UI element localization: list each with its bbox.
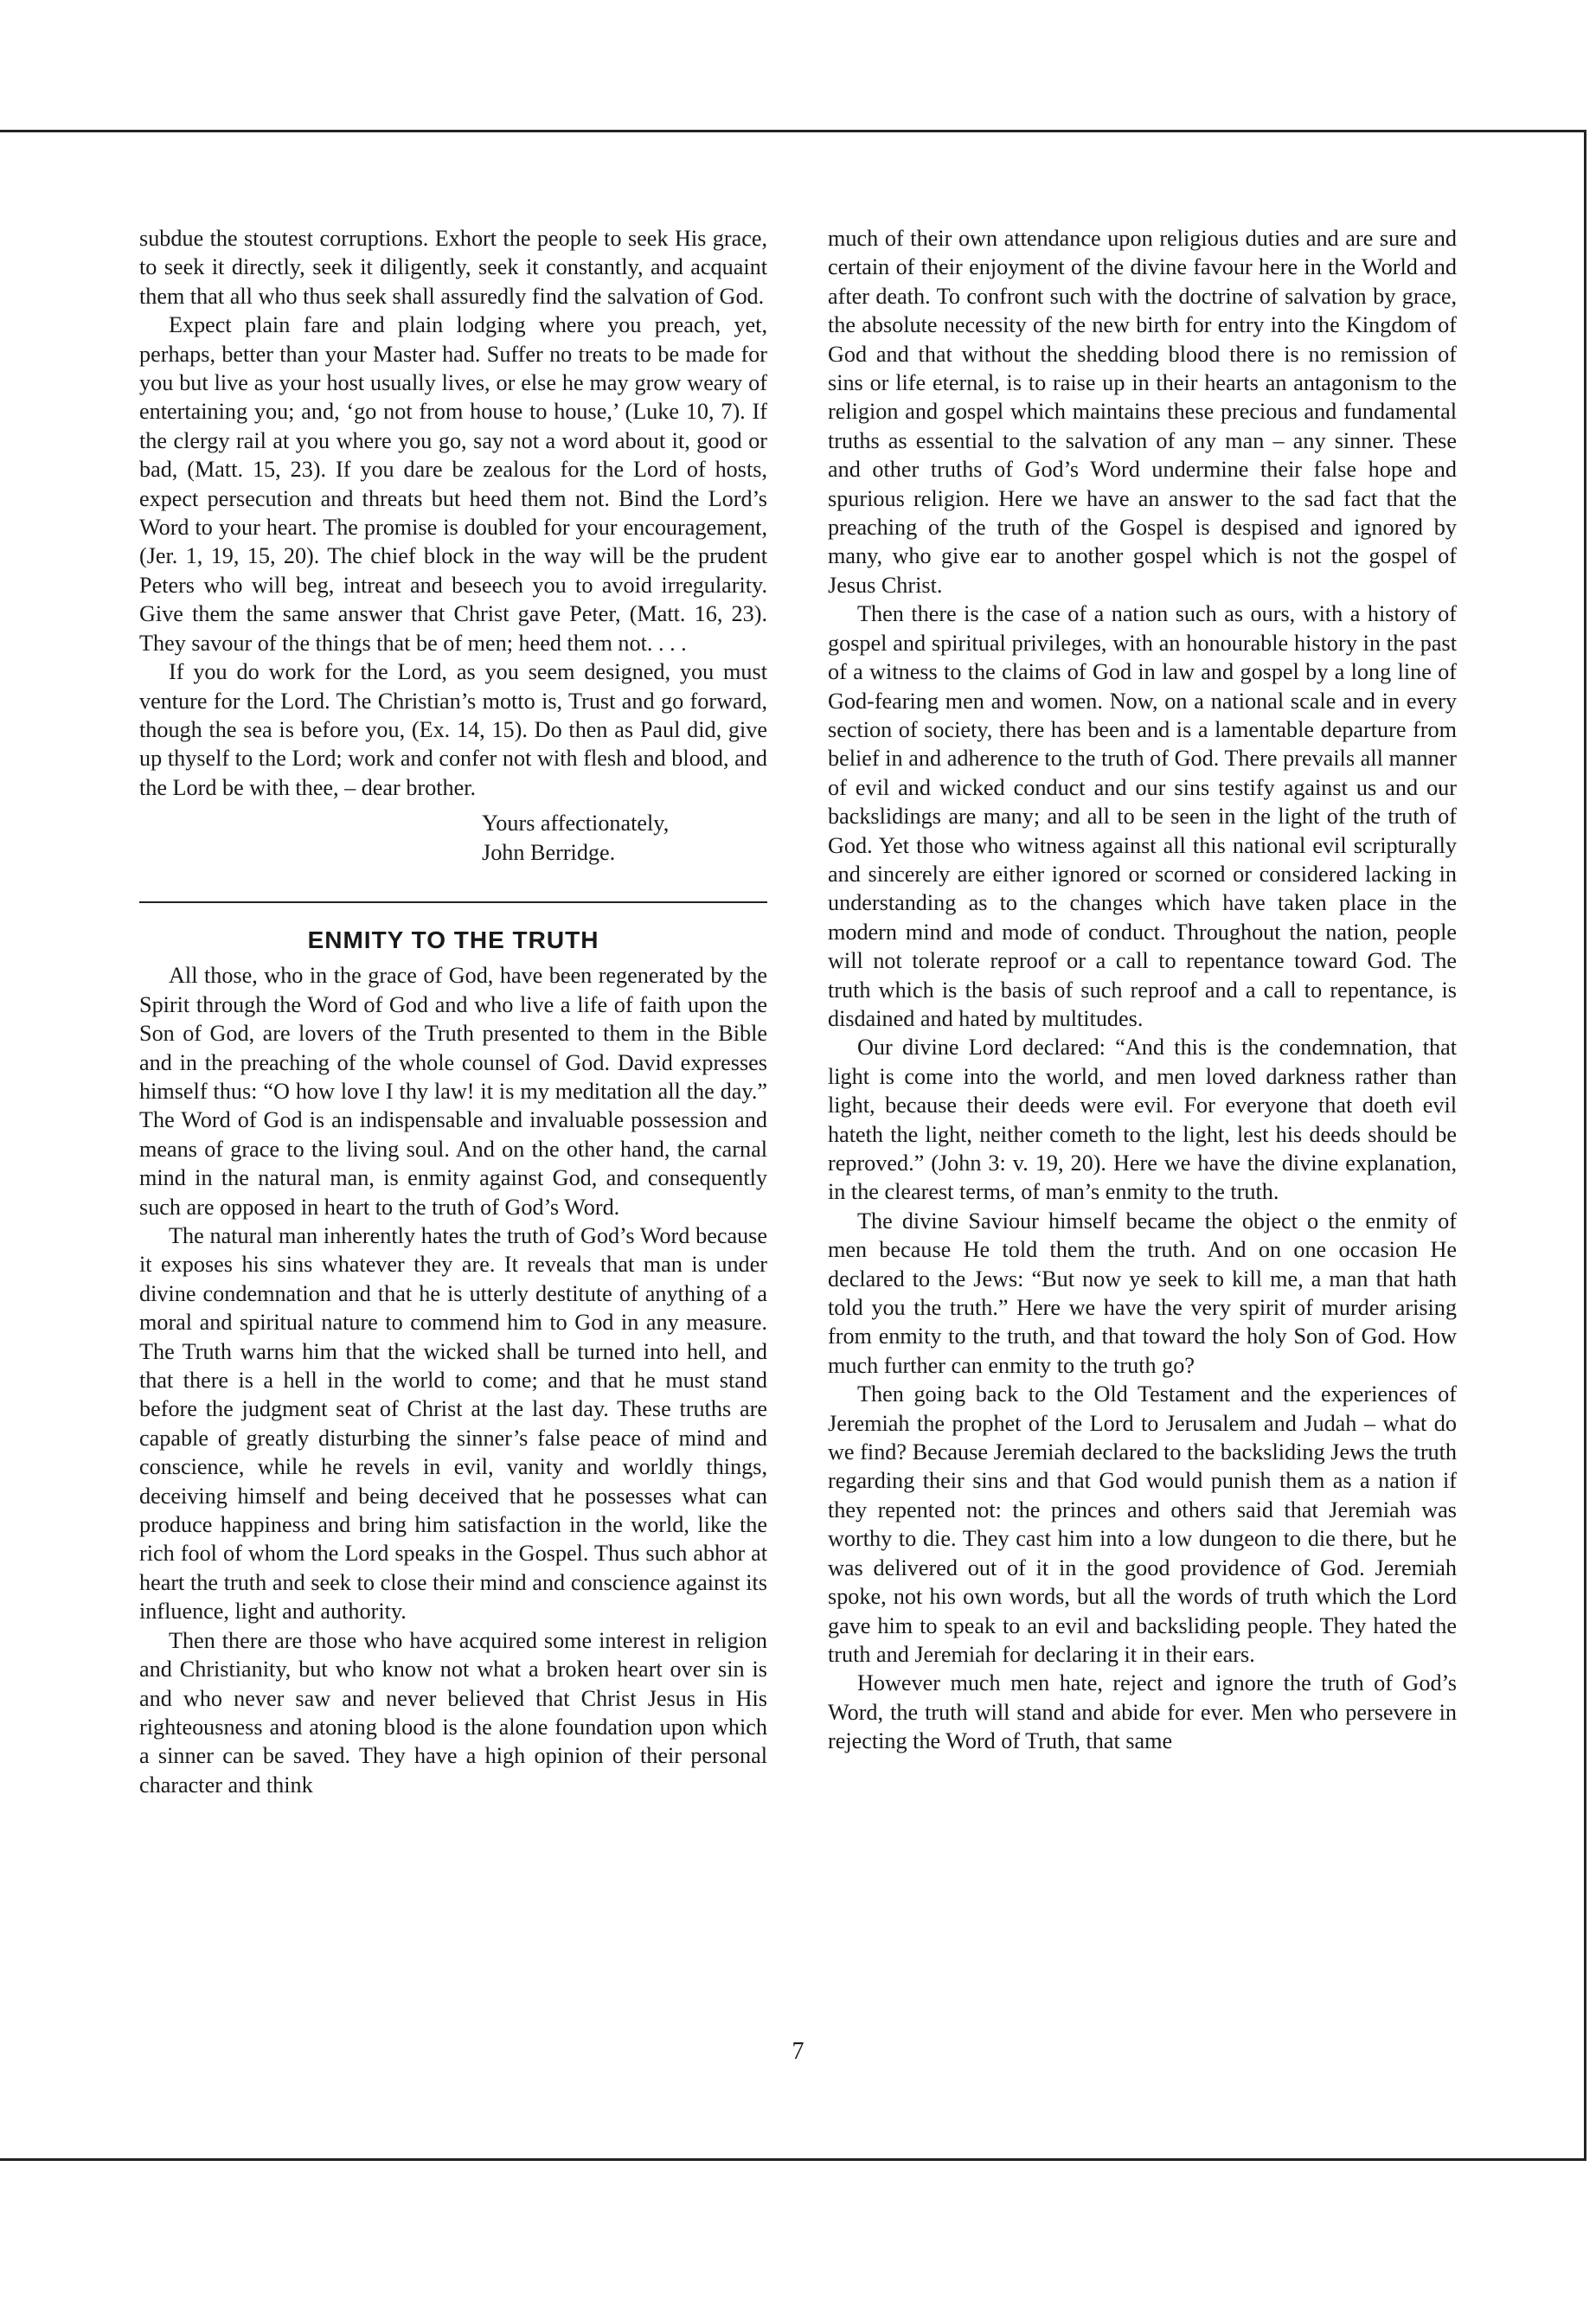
right-column (828, 224, 1457, 1756)
article-title: ENMITY TO THE TRUTH (307, 926, 599, 953)
paragraph: Then there are those who have acquired some interest in religion and Christianity, but who know not what a broken heart over sin is and who never saw and never believed that Christ Jesus in His righteousness and atoning blood is the alone foundation upon which a sinner can be saved. They have a high opinion of their personal character and think (139, 1627, 767, 1798)
paragraph: Then going back to the Old Testament and the experiences of Jeremiah the prophet of the Lord to Jerusalem and Judah – what do we find? Because Jeremiah declared to the backsliding Jews the truth regarding their sins and that God would punish them as a nation if they repented not: the princes and others said that Jeremiah was worthy to die. They cast him into a low dungeon to die there, but he was delivered out of it in the good providence of God. Jeremiah spoke, not his own words, but all the words of truth which the Lord gave him to speak to an evil and backsliding people. They hated the truth and Jeremiah for declaring it in their ears. (828, 1381, 1457, 1667)
letter-signoff (482, 809, 767, 867)
section-divider (139, 901, 767, 903)
paragraph: The divine Saviour himself became the object o the enmity of men because He told them the truth. And on one occasion He declared to the Jews: “But now ye seek to kill me, a man that hath told you the truth.” Here we have the very spirit of murder arising from enmity to the truth, and that toward the holy Son of God. How much further can enmity to the truth go? (828, 1208, 1457, 1378)
paragraph: Then there is the case of a nation such as ours, with a history of gospel and spiritual privileges, with an honourable history in the past of a witness to the claims of God in law and gospel by a long line of God-fearing men and women. Now, on a national scale and in every section of society, there has been and is a lamentable departure from belief in and adherence to the truth of God. There prevails all manner of evil and wicked conduct and our sins testify against us and our backslidings are many; and all to be seen in the light of the truth of God. Yet those who witness against all this national evil scripturally and sincerely are either ignored or scorned or considered lacking in understanding as to the changes which have taken place in the modern mind and mode of conduct. Throughout the nation, people will not tolerate reproof or a call to repentance toward God. The truth which is the basis of such reproof and a call to repentance, is disdained and hated by multitudes. (828, 601, 1457, 1031)
paragraph: However much men hate, reject and ignore the truth of God’s Word, the truth will stand and abide for ever. Men who persevere in rejecting the Word of Truth, that same (828, 1670, 1457, 1754)
paragraph: Expect plain fare and plain lodging where you preach, yet, perhaps, better than your Master had. Suffer no treats to be made for you but live as your host usually lives, or else he may grow weary of entertaining you; and, ‘go not from house to house,’ (Luke 10, 7). If the clergy rail at you where you go, say not a word about it, good or bad, (Matt. 15, 23). If you dare be zealous for the Lord of hosts, expect persecution and threats but heed them not. Bind the Lord’s Word to your heart. The promise is doubled for your encouragement, (Jer. 1, 19, 15, 20). The chief block in the way will be the prudent Peters who will beg, intreat and beseech you to avoid irregularity. Give them the same answer that Christ gave Peter, (Matt. 16, 23). They savour of the things that be of men; heed them not. . . . (139, 312, 767, 656)
paragraph: subdue the stoutest corruptions. Exhort the people to seek His grace, to seek it directly, seek it diligently, seek it constantly, and acquaint them that all who thus seek shall assuredly find the salvation of God. (139, 226, 767, 309)
paragraph: All those, who in the grace of God, have been regenerated by the Spirit through the Word of God and who live a life of faith upon the Son of God, are lovers of the Truth presented to them in the Bible and in the preaching of the whole counsel of God. David expresses himself thus: “O how love I thy law! it is my meditation all the day.” The Word of God is an indispensable and invaluable possession and means of grace to the living soul. And on the other hand, the carnal mind in the natural man, is enmity against God, and consequently such are opposed in heart to the truth of God’s Word. (139, 963, 767, 1220)
paragraph: Our divine Lord declared: “And this is the condemnation, that light is come into the world, and men loved darkness rather than light, because their deeds were evil. For everyone that doeth evil hateth the light, neither cometh to the light, lest his deeds should be reproved.” (John 3: v. 19, 20). Here we have the divine explanation, in the clearest terms, of man’s enmity to the truth. (828, 1035, 1457, 1205)
page-number: 7 (792, 2038, 804, 2065)
paragraph: much of their own attendance upon religious duties and are sure and certain of their enjoyment of the divine favour here in the World and after death. To confront such with the doctrine of salvation by grace, the absolute necessity of the new birth for entry into the Kingdom of God and that without the shedding blood there is no remission of sins or life eternal, is to raise up in their hearts an antagonism to the religion and gospel which maintains these precious and fundamental truths as essential to the salvation of any man – any sinner. These and other truths of God’s Word undermine their false hope and spurious religion. Here we have an answer to the sad fact that the preaching of the truth of the Gospel is despised and ignored by many, who give ear to another gospel which is not the gospel of Jesus Christ. (828, 226, 1457, 598)
paragraph: The natural man inherently hates the truth of God’s Word because it exposes his sins whatever they are. It reveals that man is under divine condemnation and that he is utterly destitute of anything of a moral and spiritual nature to commend him to God in any measure. The Truth warns him that the wicked shall be turned into hell, and that there is a hell in the world to come; and that he must stand before the judgment seat of Christ at the last day. These truths are capable of greatly disturbing the sinner’s false peace of mind and conscience, while he revels in evil, vanity and worldly things, deceiving himself and being deceived that he possesses what can produce happiness and bring him satisfaction in the world, like the rich fool of whom the Lord speaks in the Gospel. Thus such abhor at heart the truth and seek to close their mind and conscience against its influence, light and authority. (139, 1223, 767, 1625)
paragraph: If you do work for the Lord, as you seem designed, you must venture for the Lord. The Christian’s motto is, Trust and go forward, though the sea is before you, (Ex. 14, 15). Do then as Paul did, give up thyself to the Lord; work and confer not with flesh and blood, and the Lord be with thee, – dear brother. (139, 659, 767, 800)
left-column (139, 224, 767, 1799)
closing-line: Yours affectionately, (482, 811, 670, 836)
signature-name: John Berridge. (482, 839, 616, 865)
